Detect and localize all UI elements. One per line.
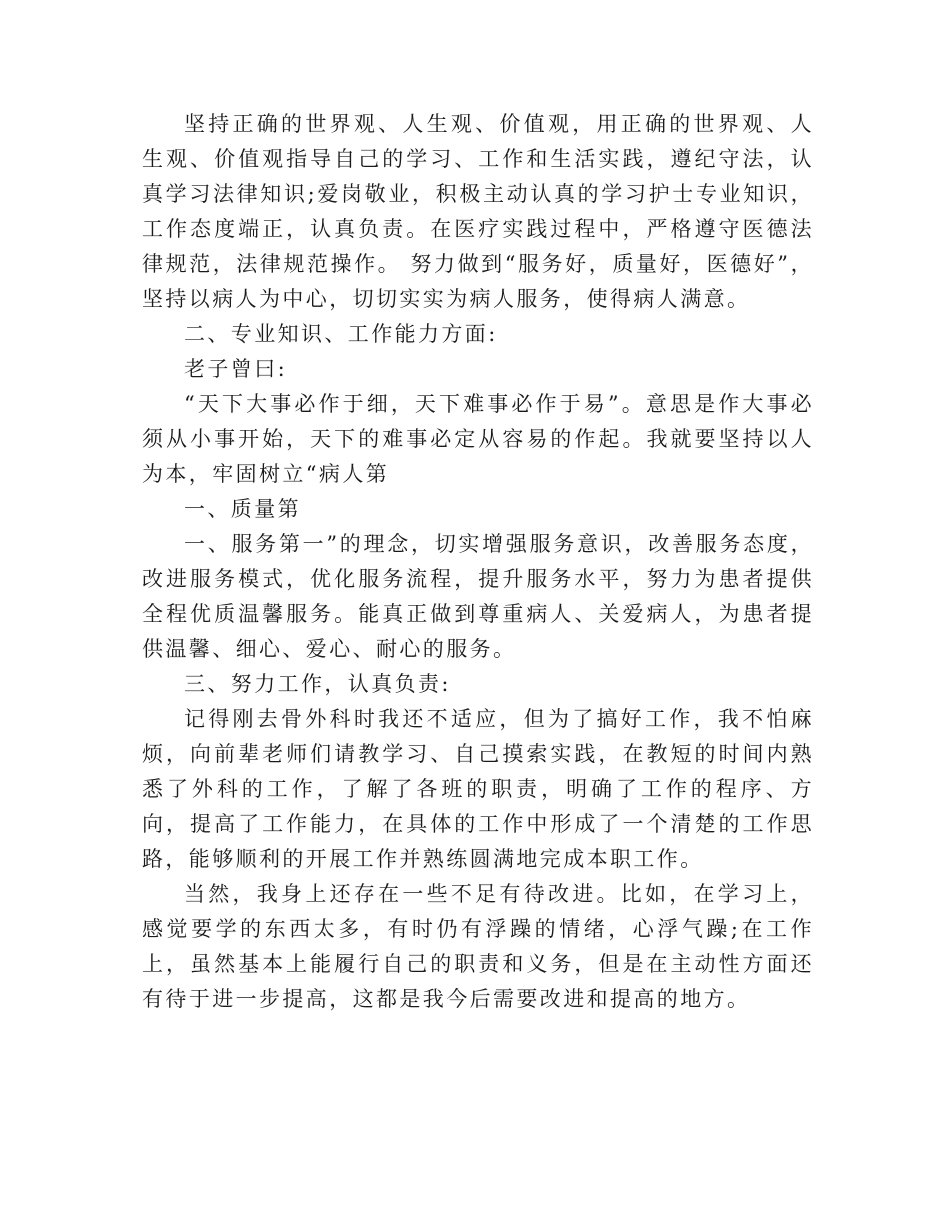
paragraph-ethics: 坚持正确的世界观、人生观、价值观，用正确的世界观、人生观、价值观指导自己的学习、工作和生活实践，遵纪守法，认真学习法律知识;爱岗敬业，积极主动认真的学习护士专业知识，工作态度端正，认真负责。在医疗实践过程中，严格遵守医德法律规范，法律规范操作。 努力做到“服务好，质量好，医德好”，坚持以病人为中心，切切实实为病人服务，使得病人满意。 xyxy=(142,112,814,311)
heading-professional-knowledge: 二、专业知识、工作能力方面: xyxy=(184,322,498,346)
paragraph-laozi-quote: “天下大事必作于细，天下难事必作于易”。意思是作大事必须从小事开始，天下的难事必定从容易的作起。我就要坚持以人为本，牢固树立“病人第 xyxy=(142,392,814,486)
paragraph-quality-first: 一、质量第 xyxy=(184,497,301,521)
paragraph-service-first: 一、服务第一”的理念，切实增强服务意识，改善服务态度，改进服务模式，优化服务流程，提升服务水平，努力为患者提供全程优质温馨服务。能真正做到尊重病人、关爱病人，为患者提供温馨、细心、爱心、耐心的服务。 xyxy=(142,532,814,661)
paragraph-orthopedics: 记得刚去骨外科时我还不适应，但为了搞好工作，我不怕麻烦，向前辈老师们请教学习、自己摸索实践，在教短的时间内熟悉了外科的工作，了解了各班的职责，明确了工作的程序、方向，提高了工作能力，在具体的工作中形成了一个清楚的工作思路，能够顺利的开展工作并熟练圆满地完成本职工作。 xyxy=(142,707,814,871)
document-body xyxy=(142,107,814,1017)
paragraph-shortcomings: 当然，我身上还存在一些不足有待改进。比如，在学习上，感觉要学的东西太多，有时仍有浮躁的情绪，心浮气躁;在工作上，虽然基本上能履行自己的职责和义务，但是在主动性方面还有待于进一步提高，这都是我今后需要改进和提高的地方。 xyxy=(142,882,814,1011)
paragraph-laozi-intro: 老子曾曰: xyxy=(184,357,288,381)
heading-hard-work: 三、努力工作，认真负责: xyxy=(184,672,451,696)
